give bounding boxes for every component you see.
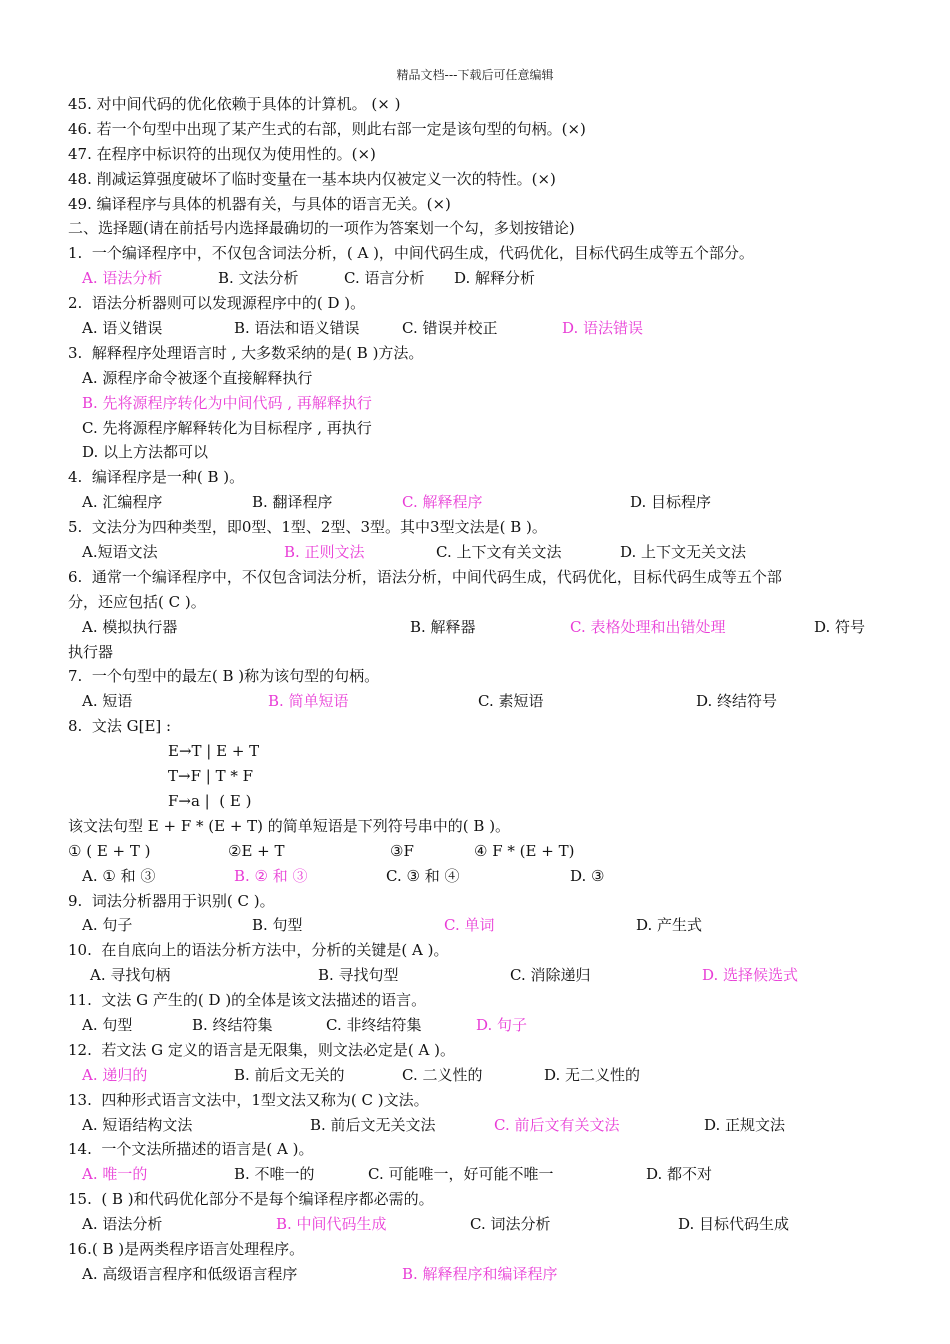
answer-option: C. 上下文有关文法 bbox=[436, 543, 562, 562]
answer-option: C. 消除递归 bbox=[510, 966, 591, 985]
answer-option-highlighted: C. 表格处理和出错处理 bbox=[570, 617, 726, 636]
option-row bbox=[68, 963, 888, 988]
option-row bbox=[68, 913, 888, 938]
text-line: 15. ( B )和代码优化部分不是每个编译程序都必需的。 bbox=[68, 1190, 434, 1209]
text-line: D. 以上方法都可以 bbox=[82, 443, 209, 462]
text-line: B. 先将源程序转化为中间代码 , 再解释执行 bbox=[82, 393, 372, 412]
answer-option: A. 短语结构文法 bbox=[82, 1115, 193, 1134]
option-row bbox=[68, 316, 888, 341]
option-row bbox=[68, 689, 888, 714]
option-row bbox=[68, 266, 888, 291]
answer-option-highlighted: A. 递归的 bbox=[82, 1065, 148, 1084]
text-line: 45. 对中间代码的优化依赖于具体的计算机。 (× ) bbox=[68, 95, 401, 113]
text-line: 5. 文法分为四种类型，即0型、1型、2型、3型。其中3型文法是( B )。 bbox=[68, 518, 547, 537]
answer-option-highlighted: B. 正则文法 bbox=[284, 543, 365, 562]
text-line: 46. 若一个句型中出现了某产生式的右部，则此右部一定是该句型的句柄。(×) bbox=[68, 119, 586, 138]
text-line: 48. 削减运算强度破坏了临时变量在一基本块内仅被定义一次的特性。(×) bbox=[68, 169, 556, 188]
option-row bbox=[68, 1063, 888, 1088]
answer-option: A. 短语 bbox=[82, 692, 133, 711]
answer-option: A.短语文法 bbox=[82, 543, 158, 562]
answer-option: C. 语言分析 bbox=[344, 269, 425, 288]
answer-option-highlighted: D. 语法错误 bbox=[562, 319, 644, 338]
answer-option: D. 都不对 bbox=[646, 1165, 713, 1184]
answer-option: D. 产生式 bbox=[636, 916, 703, 935]
text-line: C. 先将源程序解释转化为目标程序 , 再执行 bbox=[82, 418, 372, 437]
text-line: E→T | E + T bbox=[168, 742, 260, 761]
answer-option: D. 符号 bbox=[814, 617, 866, 636]
option-row bbox=[68, 1262, 888, 1287]
option-row bbox=[68, 1162, 888, 1187]
answer-option-highlighted: B. ② 和 ③ bbox=[234, 866, 308, 885]
answer-option: C. 可能唯一，好可能不唯一 bbox=[368, 1165, 554, 1184]
text-line: T→F | T * F bbox=[168, 767, 254, 786]
text-line: 49. 编译程序与具体的机器有关，与具体的语言无关。(×) bbox=[68, 194, 451, 213]
answer-option: C. ③ 和 ④ bbox=[386, 866, 460, 885]
answer-option: A. 汇编程序 bbox=[82, 493, 163, 512]
option-row bbox=[68, 839, 888, 864]
answer-option: D. 目标程序 bbox=[630, 493, 712, 512]
answer-option: A. 模拟执行器 bbox=[82, 617, 178, 636]
answer-option: D. 目标代码生成 bbox=[678, 1215, 790, 1234]
text-line: 6. 通常一个编译程序中，不仅包含词法分析，语法分析，中间代码生成，代码优化，目标代码生成等五个部 bbox=[68, 567, 782, 586]
option-row bbox=[68, 490, 888, 515]
answer-option: B. 终结符集 bbox=[192, 1015, 273, 1034]
answer-option: B. 寻找句型 bbox=[318, 966, 399, 985]
text-line: 7. 一个句型中的最左( B )称为该句型的句柄。 bbox=[68, 667, 380, 686]
text-line: 12. 若文法 G 定义的语言是无限集，则文法必定是( A )。 bbox=[68, 1040, 455, 1059]
answer-option: D. 无二义性的 bbox=[544, 1065, 641, 1084]
answer-option: A. ① 和 ③ bbox=[82, 866, 156, 885]
answer-option-highlighted: A. 唯一的 bbox=[82, 1165, 148, 1184]
option-row bbox=[68, 1113, 888, 1138]
text-line: 该文法句型 E + F * (E + T) 的简单短语是下列符号串中的( B )。 bbox=[68, 816, 511, 835]
answer-option: A. 寻找句柄 bbox=[90, 966, 171, 985]
answer-option: D. 上下文无关文法 bbox=[620, 543, 747, 562]
text-line: F→a | ( E ) bbox=[168, 791, 252, 810]
text-line: 3. 解释程序处理语言时 , 大多数采纳的是( B )方法。 bbox=[68, 343, 424, 362]
text-line: 二、选择题(请在前括号内选择最确切的一项作为答案划一个勾，多划按错论) bbox=[68, 219, 575, 238]
option-row bbox=[68, 540, 888, 565]
text-line: 14. 一个文法所描述的语言是( A )。 bbox=[68, 1140, 314, 1159]
answer-option: C. 错误并校正 bbox=[402, 319, 498, 338]
text-line: 2. 语法分析器则可以发现源程序中的( D )。 bbox=[68, 294, 366, 313]
answer-option: B. 前后文无关的 bbox=[234, 1065, 345, 1084]
answer-option: ③F bbox=[390, 841, 414, 860]
page-header: 精品文档---下载后可任意编辑 bbox=[396, 68, 554, 82]
text-line: 9. 词法分析器用于识别( C )。 bbox=[68, 891, 275, 910]
answer-option: A. 语义错误 bbox=[82, 319, 163, 338]
option-row bbox=[68, 1212, 888, 1237]
answer-option: ④ F * (E + T) bbox=[474, 841, 575, 860]
answer-option: B. 翻译程序 bbox=[252, 493, 333, 512]
text-line: 1. 一个编译程序中，不仅包含词法分析，( A )，中间代码生成，代码优化，目标代码生成等五个部分。 bbox=[68, 244, 754, 263]
answer-option: C. 素短语 bbox=[478, 692, 544, 711]
text-line: 10. 在自底向上的语法分析方法中，分析的关键是( A )。 bbox=[68, 941, 449, 960]
answer-option: B. 语法和语义错误 bbox=[234, 319, 360, 338]
answer-option-highlighted: B. 中间代码生成 bbox=[276, 1215, 387, 1234]
answer-option: C. 二义性的 bbox=[402, 1065, 483, 1084]
text-line: 13. 四种形式语言文法中，1型文法又称为( C )文法。 bbox=[68, 1090, 429, 1109]
answer-option: A. 语法分析 bbox=[82, 1215, 163, 1234]
answer-option-highlighted: C. 单词 bbox=[444, 916, 495, 935]
answer-option: D. 解释分析 bbox=[454, 269, 536, 288]
answer-option: A. 句子 bbox=[82, 916, 133, 935]
answer-option: C. 词法分析 bbox=[470, 1215, 551, 1234]
answer-option: ②E + T bbox=[228, 841, 285, 860]
answer-option: D. 正规文法 bbox=[704, 1115, 786, 1134]
answer-option-highlighted: B. 解释程序和编译程序 bbox=[402, 1264, 558, 1283]
text-line: 执行器 bbox=[68, 642, 114, 661]
answer-option: B. 句型 bbox=[252, 916, 303, 935]
text-line: 分，还应包括( C )。 bbox=[68, 592, 206, 611]
answer-option-highlighted: B. 简单短语 bbox=[268, 692, 349, 711]
text-line: 11. 文法 G 产生的( D )的全体是该文法描述的语言。 bbox=[68, 991, 427, 1010]
answer-option: A. 句型 bbox=[82, 1015, 133, 1034]
document-body bbox=[68, 92, 888, 1287]
answer-option: D. ③ bbox=[570, 866, 605, 885]
answer-option: D. 终结符号 bbox=[696, 692, 778, 711]
option-row bbox=[68, 1013, 888, 1038]
option-row bbox=[68, 615, 888, 640]
answer-option: ① ( E + T ) bbox=[68, 841, 151, 860]
answer-option-highlighted: D. 句子 bbox=[476, 1015, 528, 1034]
answer-option: A. 高级语言程序和低级语言程序 bbox=[82, 1264, 298, 1283]
answer-option: B. 文法分析 bbox=[218, 269, 299, 288]
answer-option: B. 前后文无关文法 bbox=[310, 1115, 436, 1134]
answer-option: B. 不唯一的 bbox=[234, 1165, 315, 1184]
text-line: 47. 在程序中标识符的出现仅为使用性的。(×) bbox=[68, 144, 376, 163]
text-line: 8. 文法 G[E] : bbox=[68, 717, 172, 736]
answer-option: B. 解释器 bbox=[410, 617, 476, 636]
option-row bbox=[68, 864, 888, 889]
text-line: 4. 编译程序是一种( B )。 bbox=[68, 468, 245, 487]
answer-option-highlighted: A. 语法分析 bbox=[82, 269, 163, 288]
answer-option-highlighted: D. 选择候选式 bbox=[702, 966, 799, 985]
answer-option-highlighted: C. 解释程序 bbox=[402, 493, 483, 512]
answer-option: C. 非终结符集 bbox=[326, 1015, 422, 1034]
answer-option-highlighted: C. 前后文有关文法 bbox=[494, 1115, 620, 1134]
text-line: A. 源程序命令被逐个直接解释执行 bbox=[82, 368, 313, 387]
text-line: 16.( B )是两类程序语言处理程序。 bbox=[68, 1239, 305, 1258]
